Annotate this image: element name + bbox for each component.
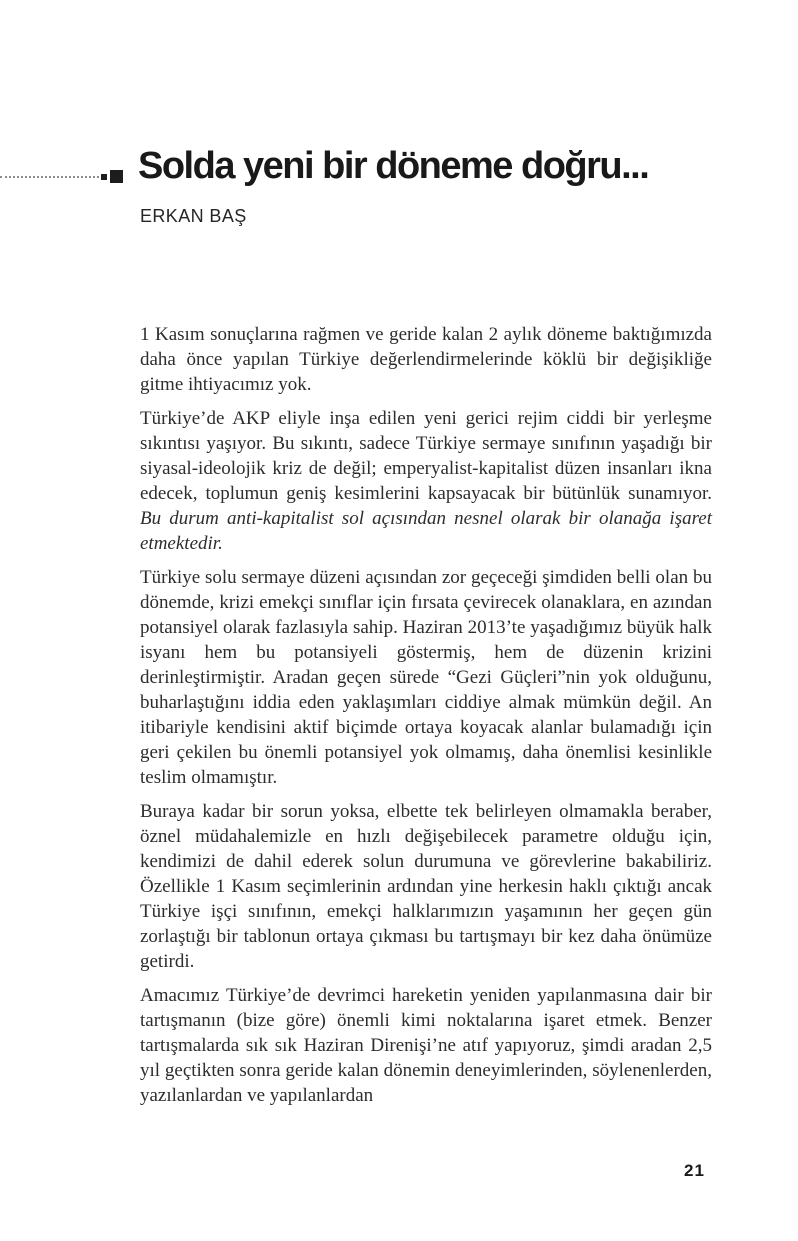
dotted-leader-squares-icon [0,169,125,185]
small-square-icon [101,174,107,180]
paragraph [140,406,712,556]
paragraph [140,565,712,790]
paragraph-italic-text: Bu durum anti-kapitalist sol açısından nesnel olarak bir olanağa işaret etmektedir. [140,508,712,554]
article-body [140,322,712,1117]
paragraph [140,322,712,397]
paragraph-text: Buraya kadar bir sorun yoksa, elbette tek belirleyen olmamakla beraber, öznel müdahalemizle en hızlı değişebilecek parametre olduğu için, kendimizi de dahil ederek solun durumuna ve görevlerine bakabiliriz. Özellikle 1 Kasım seçimlerinin ardından yine herkesin haklı çıktığı ancak Türkiye işçi sınıfının, emekçi halklarımızın yaşamının her geçen gün zorlaştığı bir tablonun ortaya çıkması bu tartışmayı bir kez daha önümüze getirdi. [140,801,712,972]
dotted-line [0,176,99,178]
paragraph [140,799,712,974]
page-number: 21 [684,1161,705,1180]
paragraph [140,983,712,1108]
paragraph-text: Türkiye solu sermaye düzeni açısından zor geçeceği şimdiden belli olan bu dönemde, krizi emekçi sınıflar için fırsata çevirecek olanaklara, en azından potansiyel olarak fazlasıyla sahip. Haziran 2013’te yaşadığımız büyük halk isyanı hem bu potansiyeli göstermiş, hem de düzenin krizini derinleştirmiştir. Aradan geçen sürede “Gezi Güçleri”nin yok olduğunu, buharlaştığını iddia eden yaklaşımları ciddiye almak mümkün değil. An itibariyle kendisini aktif biçimde ortaya koyacak alanlar bulamadığı için geri çekilen bu önemli potansiyel yok olmamış, daha önemlisi kesinlikle teslim olmamıştır. [140,567,712,788]
paragraph-text: Amacımız Türkiye’de devrimci hareketin yeniden yapılanmasına dair bir tartışmanın (bize göre) önemli kimi noktalarına işaret etmek. Benzer tartışmalarda sık sık Haziran Direnişi’ne atıf yapıyoruz, şimdi aradan 2,5 yıl geçtikten sonra geride kalan dönemin deneyimlerinden, söylenenlerden, yazılanlardan ve yapılanlardan [140,985,712,1106]
paragraph-text: 1 Kasım sonuçlarına rağmen ve geride kalan 2 aylık döneme baktığımızda daha önce yapılan Türkiye değerlendirmelerinde köklü bir değişikliğe gitme ihtiyacımız yok. [140,324,712,395]
chapter-title: Solda yeni bir döneme doğru... [138,145,649,187]
author-name: ERKAN BAŞ [140,206,247,226]
large-square-icon [110,170,123,183]
paragraph-text: Türkiye’de AKP eliyle inşa edilen yeni gerici rejim ciddi bir yerleşme sıkıntısı yaşıyor. Bu sıkıntı, sadece Türkiye sermaye sınıfının yaşadığı bir siyasal-ideolojik kriz de değil; emperyalist-kapitalist düzen insanları ikna edecek, toplumun geniş kesimlerini kapsayacak bir bütünlük sunamıyor. [140,408,712,504]
